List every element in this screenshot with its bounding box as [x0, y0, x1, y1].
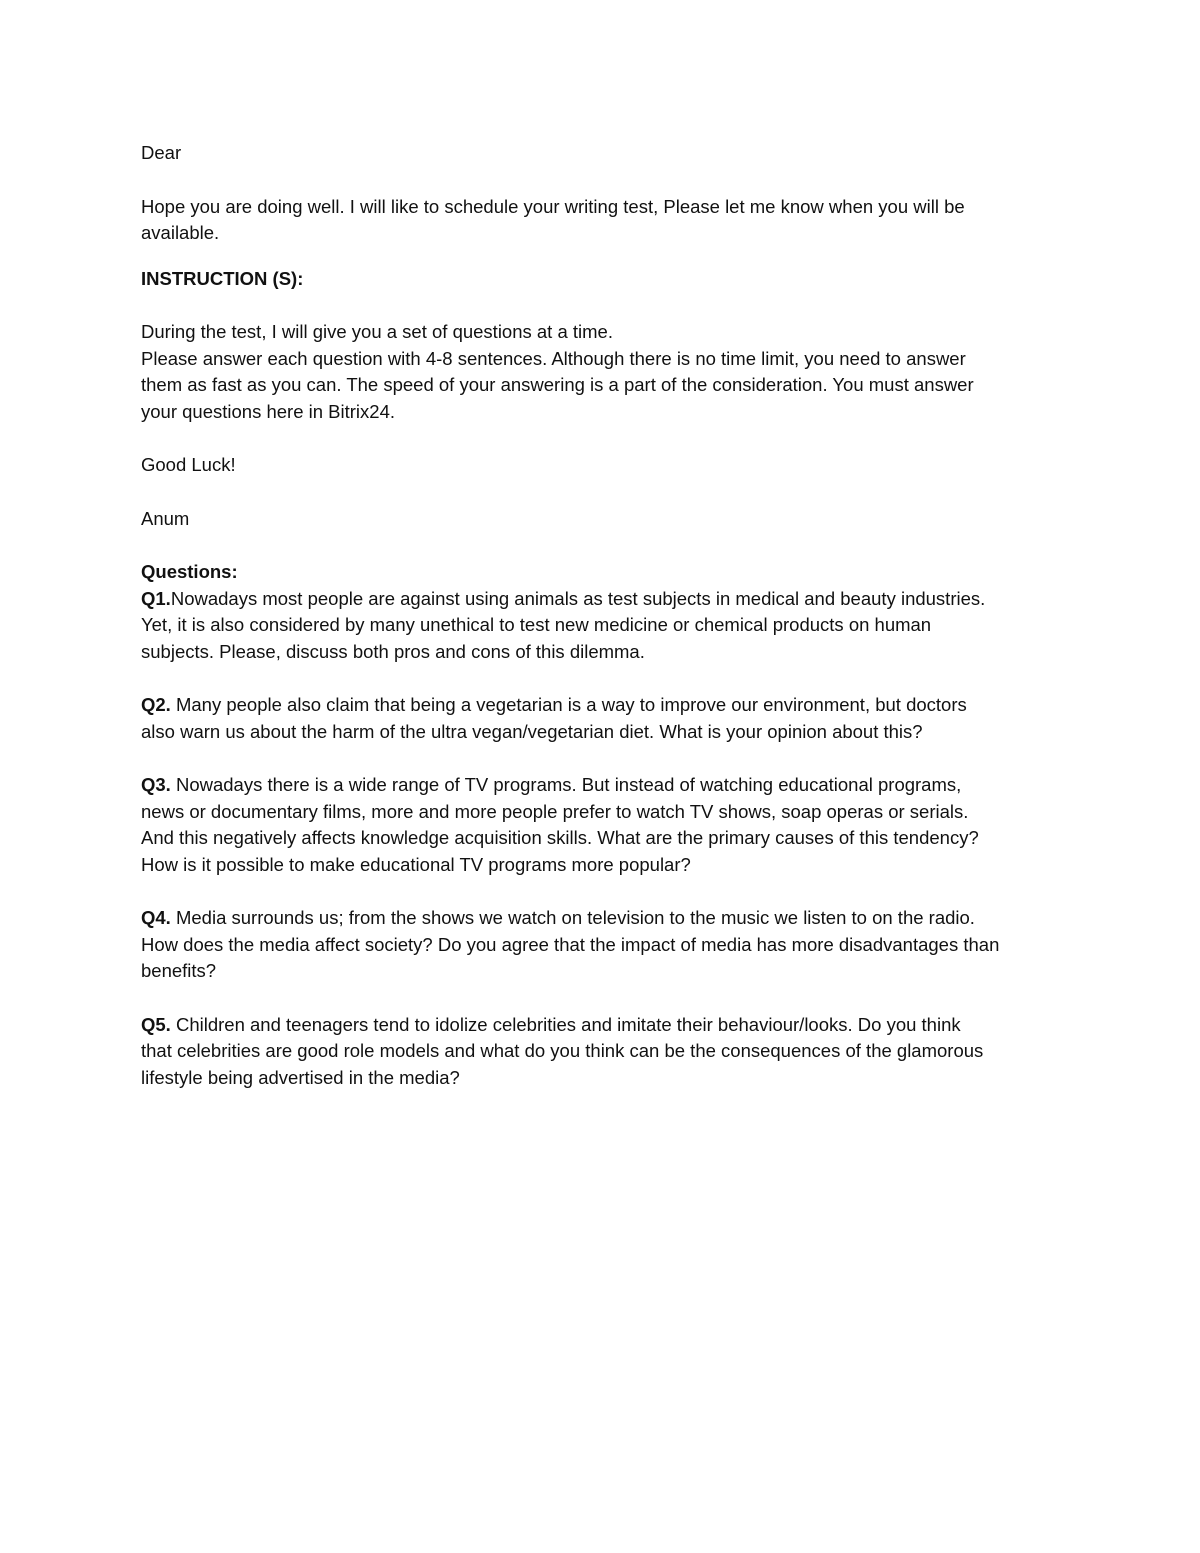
- question-2-label: Q2.: [141, 694, 171, 715]
- question-2-line: [141, 692, 1071, 719]
- document-page: [141, 140, 1071, 1091]
- signature-text: Anum: [141, 507, 190, 529]
- instructions-heading: [141, 266, 1071, 293]
- question-3: [141, 772, 1071, 878]
- question-1-line: subjects. Please, discuss both pros and cons of this dilemma.: [141, 640, 645, 662]
- instruction-line: them as fast as you can. The speed of your answering is a part of the consideration. You must answer: [141, 374, 974, 395]
- question-5-line: [141, 1012, 1071, 1039]
- question-3-text: Nowadays there is a wide range of TV programs. But instead of watching educational programs,: [170, 774, 962, 795]
- questions-heading: Questions:: [141, 561, 238, 582]
- question-4: [141, 905, 1071, 985]
- intro-paragraph: [141, 194, 1071, 247]
- question-5-label: Q5.: [141, 1013, 171, 1035]
- question-5: [141, 1012, 1071, 1092]
- question-4-text: Media surrounds us; from the shows we watch on television to the music we listen to on the radio.: [170, 907, 975, 928]
- intro-line: available.: [141, 222, 220, 243]
- question-1-line: [141, 586, 1071, 613]
- question-2-line: also warn us about the harm of the ultra vegan/vegetarian diet. What is your opinion about this?: [141, 720, 923, 742]
- signature: [141, 506, 1071, 533]
- question-3-line: news or documentary films, more and more people prefer to watch TV shows, soap operas or serials.: [141, 800, 969, 822]
- closing: [141, 452, 1071, 479]
- question-3-line: [141, 772, 1071, 799]
- salutation-text: Dear: [141, 142, 182, 163]
- question-4-label: Q4.: [141, 907, 171, 928]
- question-5-line: that celebrities are good role models and what do you think can be the consequences of the glamorous: [141, 1040, 984, 1061]
- question-2: [141, 692, 1071, 745]
- question-4-line: benefits?: [141, 960, 217, 981]
- question-3-line: How is it possible to make educational TV programs more popular?: [141, 853, 691, 875]
- question-2-text: Many people also claim that being a vegetarian is a way to improve our environment, but doctors: [170, 694, 967, 715]
- question-1-line: Yet, it is also considered by many unethical to test new medicine or chemical products on human: [141, 614, 932, 635]
- question-4-line: [141, 905, 1071, 932]
- question-4-line: How does the media affect society? Do you agree that the impact of media has more disadvantages than: [141, 933, 1000, 955]
- question-5-text: Children and teenagers tend to idolize celebrities and imitate their behaviour/looks. Do you think: [170, 1013, 961, 1035]
- question-3-label: Q3.: [141, 774, 171, 795]
- question-1-text: Nowadays most people are against using animals as test subjects in medical and beauty industries.: [170, 587, 986, 609]
- intro-line: Hope you are doing well. I will like to schedule your writing test, Please let me know when you will be: [141, 195, 965, 217]
- instruction-line: During the test, I will give you a set of questions at a time.: [141, 321, 613, 342]
- question-5-line: lifestyle being advertised in the media?: [141, 1066, 460, 1088]
- instruction-line: Please answer each question with 4-8 sentences. Although there is no time limit, you need to answer: [141, 347, 966, 369]
- instructions-paragraph: [141, 319, 1071, 425]
- question-3-line: And this negatively affects knowledge acquisition skills. What are the primary causes of this tendency?: [141, 827, 979, 848]
- closing-text: Good Luck!: [141, 454, 236, 475]
- instructions-heading-text: INSTRUCTION (S):: [141, 267, 304, 289]
- questions-section: [141, 559, 1071, 665]
- question-1-label: Q1.: [141, 587, 171, 609]
- instruction-line: your questions here in Bitrix24.: [141, 400, 395, 422]
- salutation: [141, 140, 1071, 167]
